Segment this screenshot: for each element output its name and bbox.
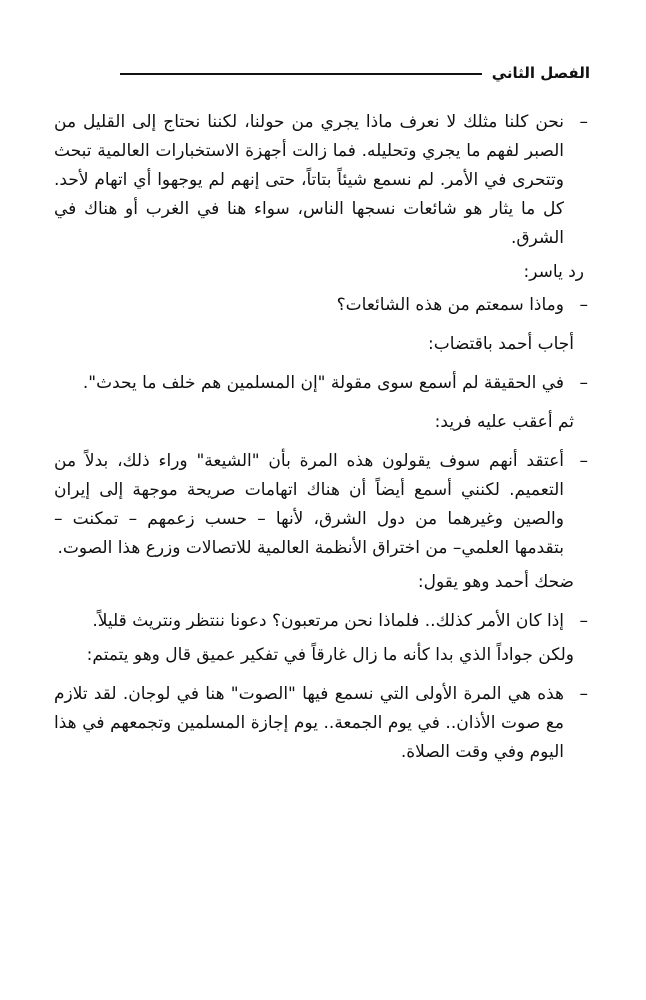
dialogue-paragraph bbox=[54, 291, 590, 320]
dialogue-paragraph bbox=[54, 680, 590, 767]
narration-paragraph bbox=[54, 330, 590, 359]
page-body bbox=[54, 108, 590, 772]
dialogue-dash: – bbox=[579, 112, 588, 132]
dialogue-dash: – bbox=[579, 295, 588, 315]
narration-paragraph bbox=[54, 408, 590, 437]
running-header bbox=[120, 60, 590, 86]
paragraph-text: نحن كلنا مثلك لا نعرف ماذا يجري من حولنا، لكننا نحتاج إلى القليل من الصبر لفهم ما يجري وتحليله. فما زالت أجهزة الاستخبارات العالمية تبحث وتتحرى في الأمر. لم نسمع شيئاً بتاتاً، حتى إنهم لم يوجهوا أي اتهام لأحد. كل ما يثار هو شائعات نسجها الناس، سواء هنا في الغرب أو هناك في الشرق. bbox=[54, 112, 564, 248]
paragraph-text: ثم أعقب عليه فريد: bbox=[434, 412, 574, 432]
dialogue-dash: – bbox=[579, 684, 588, 704]
dialogue-paragraph bbox=[54, 369, 590, 398]
paragraph-text: رد ياسر: bbox=[523, 262, 584, 282]
paragraph-text: ضحك أحمد وهو يقول: bbox=[417, 572, 574, 592]
dialogue-dash: – bbox=[579, 451, 588, 471]
dialogue-paragraph bbox=[54, 607, 590, 636]
paragraph-text: في الحقيقة لم أسمع سوى مقولة "إن المسلمين هم خلف ما يحدث". bbox=[82, 373, 564, 393]
paragraph-text: أجاب أحمد باقتضاب: bbox=[427, 334, 574, 354]
paragraph-text: أعتقد أنهم سوف يقولون هذه المرة بأن "الشيعة" وراء ذلك، بدلاً من التعميم. لكنني أسمع أيضاً أن هناك اتهامات صريحة موجهة إلى إيران والصين وغيرهما من دول الشرق، لأنها – حسب زعمهم – تمكنت – بتقدمها العلمي– من اختراق الأنظمة العالمية للاتصالات وزرع هذا الصوت. bbox=[54, 451, 564, 558]
dialogue-dash: – bbox=[579, 611, 588, 631]
paragraph-text: هذه هي المرة الأولى التي نسمع فيها "الصوت" هنا في لوجان. لقد تلازم مع صوت الأذان.. في يوم الجمعة.. يوم إجازة المسلمين وتجمعهم في هذا اليوم وفي وقت الصلاة. bbox=[54, 684, 564, 762]
narration-paragraph bbox=[54, 641, 590, 670]
paragraph-text: وماذا سمعتم من هذه الشائعات؟ bbox=[336, 295, 564, 315]
paragraph-text: ولكن جواداً الذي بدا كأنه ما زال غارقاً في تفكير عميق قال وهو يتمتم: bbox=[86, 645, 574, 665]
dialogue-paragraph bbox=[54, 108, 590, 253]
narration-paragraph bbox=[54, 568, 590, 597]
narration-paragraph bbox=[54, 258, 590, 287]
paragraph-text: إذا كان الأمر كذلك.. فلماذا نحن مرتعبون؟ دعونا ننتظر ونتريث قليلاً. bbox=[92, 611, 564, 631]
dialogue-dash: – bbox=[579, 373, 588, 393]
header-rule bbox=[120, 73, 482, 75]
dialogue-paragraph bbox=[54, 447, 590, 563]
chapter-title: الفصل الثاني bbox=[491, 64, 590, 82]
